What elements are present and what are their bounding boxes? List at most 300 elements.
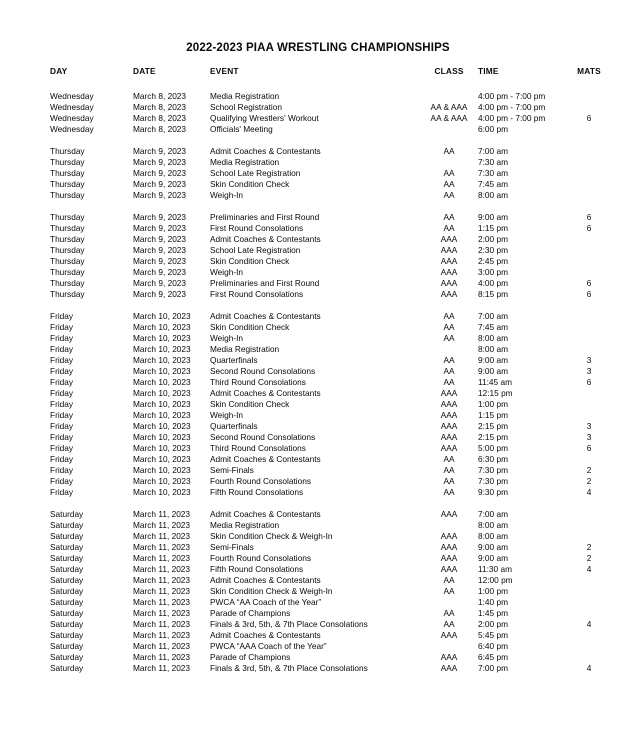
table-row [50,124,606,135]
cell-class: AAA [440,630,458,640]
cell-mats: 4 [586,487,592,497]
cell-time: 6:40 pm [478,641,508,651]
cell-class: AA [443,586,455,596]
cell-mats [572,124,606,135]
cell-class: AA [443,377,455,387]
cell-event: Weigh-In [210,333,244,343]
column-header-event: EVENT [210,66,239,76]
table-row [50,366,606,377]
cell-day: Thursday [50,190,85,200]
cell-mats [572,102,606,113]
cell-day: Thursday [50,157,85,167]
cell-mats: 4 [586,663,592,673]
cell-event: Skin Condition Check [210,256,290,266]
cell-event: Admit Coaches & Contestants [210,234,321,244]
cell-day: Friday [50,443,74,453]
table-row [50,608,606,619]
cell-date: March 10, 2023 [133,388,191,398]
cell-time: 8:15 pm [478,289,508,299]
cell-day: Friday [50,344,74,354]
table-row [50,311,606,322]
cell-day: Saturday [50,586,84,596]
cell-class: AA [443,366,455,376]
cell-date: March 10, 2023 [133,476,191,486]
cell-date: March 9, 2023 [133,234,187,244]
cell-mats [572,575,606,586]
cell-mats [572,509,606,520]
cell-class: AA [443,608,455,618]
cell-event: Weigh-In [210,267,244,277]
cell-mats [572,190,606,201]
cell-class: AA [443,454,455,464]
table-row [50,146,606,157]
cell-day: Friday [50,410,74,420]
cell-day: Saturday [50,663,84,673]
cell-event: Fifth Round Consolations [210,487,304,497]
table-row [50,256,606,267]
cell-class: AAA [440,399,458,409]
cell-time: 2:00 pm [478,234,508,244]
cell-event: Admit Coaches & Contestants [210,311,321,321]
cell-event: PWCA “AA Coach of the Year” [210,597,322,607]
cell-event: Admit Coaches & Contestants [210,575,321,585]
cell-event: Admit Coaches & Contestants [210,509,321,519]
cell-time: 8:00 am [478,333,508,343]
cell-date: March 10, 2023 [133,377,191,387]
cell-time: 4:00 pm [478,278,508,288]
cell-day: Thursday [50,146,85,156]
cell-mats: 2 [586,553,592,563]
cell-date: March 11, 2023 [133,641,191,651]
table-row [50,465,606,476]
cell-mats [572,344,606,355]
cell-event: Quarterfinals [210,355,258,365]
cell-event: Admit Coaches & Contestants [210,630,321,640]
cell-mats [572,410,606,421]
cell-event: Qualifying Wrestlers' Workout [210,113,319,123]
cell-mats [572,608,606,619]
cell-mats [572,586,606,597]
cell-time: 4:00 pm - 7:00 pm [478,102,546,112]
cell-day: Saturday [50,531,84,541]
cell-class: AA & AAA [430,113,468,123]
cell-time: 2:15 pm [478,421,508,431]
cell-mats [572,245,606,256]
cell-date: March 10, 2023 [133,322,191,332]
cell-event: Admit Coaches & Contestants [210,388,321,398]
cell-class: AAA [440,421,458,431]
cell-time: 12:15 pm [478,388,513,398]
cell-time: 9:00 am [478,366,508,376]
cell-class: AA [443,476,455,486]
cell-date: March 11, 2023 [133,652,191,662]
cell-mats [572,597,606,608]
cell-day: Thursday [50,223,85,233]
table-body [50,91,606,674]
cell-time: 8:00 am [478,520,508,530]
cell-day: Friday [50,421,74,431]
table-row [50,564,606,575]
cell-event: Third Round Consolations [210,443,306,453]
cell-time: 8:00 am [478,531,508,541]
table-row [50,487,606,498]
cell-time: 1:00 pm [478,586,508,596]
cell-event: Quarterfinals [210,421,258,431]
cell-date: March 11, 2023 [133,520,191,530]
column-header-time: TIME [478,66,499,76]
cell-event: Semi-Finals [210,542,254,552]
table-header-row [50,66,606,91]
table-row [50,432,606,443]
cell-date: March 8, 2023 [133,102,187,112]
cell-time: 6:00 pm [478,124,508,134]
cell-date: March 9, 2023 [133,168,187,178]
table-row [50,553,606,564]
cell-mats: 6 [586,377,592,387]
cell-event: Finals & 3rd, 5th, & 7th Place Consolations [210,619,368,629]
cell-time: 9:00 am [478,355,508,365]
cell-event: Weigh-In [210,410,244,420]
cell-mats [572,333,606,344]
cell-date: March 10, 2023 [133,465,191,475]
cell-day: Thursday [50,245,85,255]
cell-time: 6:45 pm [478,652,508,662]
cell-class: AA [443,465,455,475]
cell-event: Preliminaries and First Round [210,212,320,222]
table-row [50,113,606,124]
cell-mats [572,256,606,267]
table-row [50,190,606,201]
cell-event: Fourth Round Consolations [210,476,312,486]
cell-event: Skin Condition Check & Weigh-In [210,531,333,541]
cell-day: Saturday [50,630,84,640]
cell-day: Saturday [50,509,84,519]
cell-date: March 9, 2023 [133,157,187,167]
cell-date: March 10, 2023 [133,454,191,464]
cell-day: Friday [50,322,74,332]
cell-class: AA & AAA [430,102,468,112]
cell-date: March 10, 2023 [133,432,191,442]
cell-time: 9:00 am [478,212,508,222]
column-header-class: CLASS [434,66,464,76]
cell-time: 2:30 pm [478,245,508,255]
cell-date: March 8, 2023 [133,113,187,123]
cell-date: March 11, 2023 [133,542,191,552]
cell-date: March 9, 2023 [133,146,187,156]
cell-mats: 4 [586,564,592,574]
column-header-date: DATE [133,66,156,76]
cell-date: March 8, 2023 [133,124,187,134]
cell-mats: 2 [586,542,592,552]
cell-time: 4:00 pm - 7:00 pm [478,91,546,101]
cell-date: March 11, 2023 [133,586,191,596]
cell-class: AA [443,168,455,178]
cell-time: 9:00 am [478,542,508,552]
group-spacer-cell [50,498,606,509]
table-row [50,355,606,366]
cell-event: Second Round Consolations [210,366,316,376]
cell-time: 5:00 pm [478,443,508,453]
table-row [50,267,606,278]
cell-mats [572,454,606,465]
cell-class: AAA [440,553,458,563]
cell-class: AAA [440,542,458,552]
cell-mats: 3 [586,366,592,376]
cell-day: Saturday [50,597,84,607]
cell-day: Thursday [50,256,85,266]
cell-mats: 4 [586,619,592,629]
cell-event: Preliminaries and First Round [210,278,320,288]
cell-class [420,641,478,652]
cell-event: First Round Consolations [210,223,304,233]
cell-date: March 9, 2023 [133,278,187,288]
group-spacer [50,201,606,212]
cell-mats: 6 [586,289,592,299]
cell-class: AA [443,223,455,233]
cell-day: Friday [50,311,74,321]
table-row [50,454,606,465]
table-row [50,223,606,234]
cell-date: March 9, 2023 [133,190,187,200]
table-row [50,212,606,223]
cell-mats: 6 [586,443,592,453]
cell-class: AAA [440,245,458,255]
cell-event: Media Registration [210,91,280,101]
table-row [50,410,606,421]
cell-mats [572,91,606,102]
cell-time: 2:15 pm [478,432,508,442]
cell-date: March 11, 2023 [133,509,191,519]
cell-event: Skin Condition Check [210,322,290,332]
cell-event: Third Round Consolations [210,377,306,387]
cell-class: AAA [440,388,458,398]
cell-event: Second Round Consolations [210,432,316,442]
table-row [50,520,606,531]
cell-date: March 10, 2023 [133,410,191,420]
cell-date: March 11, 2023 [133,630,191,640]
cell-day: Friday [50,487,74,497]
cell-mats: 2 [586,465,592,475]
cell-mats [572,388,606,399]
group-spacer [50,135,606,146]
cell-mats [572,399,606,410]
cell-time: 7:45 am [478,179,508,189]
cell-mats [572,520,606,531]
cell-class: AAA [440,564,458,574]
cell-mats [572,311,606,322]
cell-day: Friday [50,377,74,387]
cell-date: March 11, 2023 [133,663,191,673]
cell-day: Friday [50,333,74,343]
cell-class: AA [443,322,455,332]
cell-date: March 11, 2023 [133,575,191,585]
cell-event: School Late Registration [210,245,301,255]
page-title: 2022-2023 PIAA WRESTLING CHAMPIONSHIPS [186,42,450,54]
cell-date: March 9, 2023 [133,212,187,222]
cell-mats [572,531,606,542]
table-row [50,179,606,190]
cell-day: Thursday [50,289,85,299]
cell-time: 5:45 pm [478,630,508,640]
cell-mats [572,179,606,190]
cell-class [420,124,478,135]
cell-event: Skin Condition Check [210,399,290,409]
cell-mats [572,652,606,663]
cell-class [420,344,478,355]
table-header [50,66,606,91]
group-spacer-cell [50,300,606,311]
cell-date: March 10, 2023 [133,421,191,431]
cell-mats [572,146,606,157]
cell-event: Officials' Meeting [210,124,273,134]
championship-schedule-table [50,66,606,674]
table-row [50,102,606,113]
cell-day: Thursday [50,234,85,244]
table-row [50,652,606,663]
cell-day: Saturday [50,575,84,585]
cell-event: Finals & 3rd, 5th, & 7th Place Consolations [210,663,368,673]
column-header-mats: MATS [577,66,601,76]
table-row [50,641,606,652]
table-row [50,509,606,520]
table-row [50,333,606,344]
cell-date: March 9, 2023 [133,245,187,255]
table-row [50,476,606,487]
cell-class: AAA [440,531,458,541]
table-row [50,531,606,542]
cell-mats [572,234,606,245]
cell-time: 1:00 pm [478,399,508,409]
cell-day: Thursday [50,278,85,288]
table-row [50,399,606,410]
cell-time: 1:15 pm [478,223,508,233]
cell-date: March 9, 2023 [133,223,187,233]
cell-day: Thursday [50,168,85,178]
cell-class: AA [443,619,455,629]
cell-mats: 3 [586,421,592,431]
cell-class: AAA [440,267,458,277]
cell-event: Media Registration [210,157,280,167]
cell-mats: 2 [586,476,592,486]
cell-mats [572,168,606,179]
cell-date: March 11, 2023 [133,597,191,607]
cell-event: Admit Coaches & Contestants [210,454,321,464]
cell-mats: 6 [586,223,592,233]
cell-event: Parade of Champions [210,652,291,662]
group-spacer [50,300,606,311]
table-row [50,245,606,256]
cell-mats: 6 [586,212,592,222]
table-row [50,322,606,333]
cell-day: Saturday [50,542,84,552]
cell-time: 11:30 am [478,564,512,574]
cell-class [420,597,478,608]
cell-class: AA [443,333,455,343]
cell-time: 1:45 pm [478,608,508,618]
cell-mats [572,641,606,652]
cell-class: AA [443,575,455,585]
cell-day: Saturday [50,564,84,574]
cell-time: 8:00 am [478,344,508,354]
cell-class: AAA [440,663,458,673]
cell-day: Friday [50,388,74,398]
cell-date: March 11, 2023 [133,553,191,563]
cell-time: 12:00 pm [478,575,513,585]
cell-date: March 9, 2023 [133,179,187,189]
cell-mats [572,157,606,168]
cell-time: 2:45 pm [478,256,508,266]
table-row [50,234,606,245]
cell-date: March 9, 2023 [133,267,187,277]
cell-date: March 10, 2023 [133,344,191,354]
cell-time: 7:00 am [478,146,508,156]
cell-class: AA [443,190,455,200]
table-row [50,421,606,432]
cell-day: Saturday [50,553,84,563]
cell-time: 7:00 am [478,311,508,321]
cell-day: Saturday [50,641,84,651]
cell-time: 1:15 pm [478,410,508,420]
cell-day: Friday [50,432,74,442]
cell-day: Thursday [50,267,85,277]
cell-date: March 10, 2023 [133,355,191,365]
cell-event: Admit Coaches & Contestants [210,146,321,156]
cell-time: 7:00 am [478,509,508,519]
group-spacer [50,498,606,509]
cell-date: March 11, 2023 [133,531,191,541]
cell-day: Friday [50,355,74,365]
cell-class: AAA [440,289,458,299]
cell-date: March 10, 2023 [133,399,191,409]
cell-date: March 9, 2023 [133,289,187,299]
cell-event: Parade of Champions [210,608,291,618]
cell-class: AA [443,355,455,365]
cell-class: AAA [440,443,458,453]
cell-event: Fourth Round Consolations [210,553,312,563]
cell-date: March 11, 2023 [133,619,191,629]
cell-day: Friday [50,465,74,475]
cell-event: Skin Condition Check & Weigh-In [210,586,333,596]
cell-time: 7:00 pm [478,663,508,673]
cell-class: AAA [440,652,458,662]
cell-time: 7:30 am [478,168,508,178]
cell-class: AA [443,311,455,321]
cell-event: First Round Consolations [210,289,304,299]
cell-date: March 9, 2023 [133,256,187,266]
cell-day: Wednesday [50,113,94,123]
cell-day: Friday [50,454,74,464]
cell-date: March 11, 2023 [133,608,191,618]
cell-mats: 6 [586,278,592,288]
cell-time: 7:30 pm [478,476,508,486]
cell-class: AAA [440,509,458,519]
cell-day: Friday [50,399,74,409]
cell-class [420,157,478,168]
cell-class: AA [443,487,455,497]
cell-event: Media Registration [210,344,280,354]
cell-time: 9:00 am [478,553,508,563]
cell-time: 6:30 pm [478,454,508,464]
cell-event: Skin Condition Check [210,179,290,189]
cell-event: Weigh-In [210,190,244,200]
table-row [50,619,606,630]
cell-event: School Registration [210,102,282,112]
cell-date: March 8, 2023 [133,91,187,101]
cell-date: March 10, 2023 [133,311,191,321]
cell-day: Thursday [50,179,85,189]
cell-class: AA [443,146,455,156]
cell-class: AA [443,212,455,222]
